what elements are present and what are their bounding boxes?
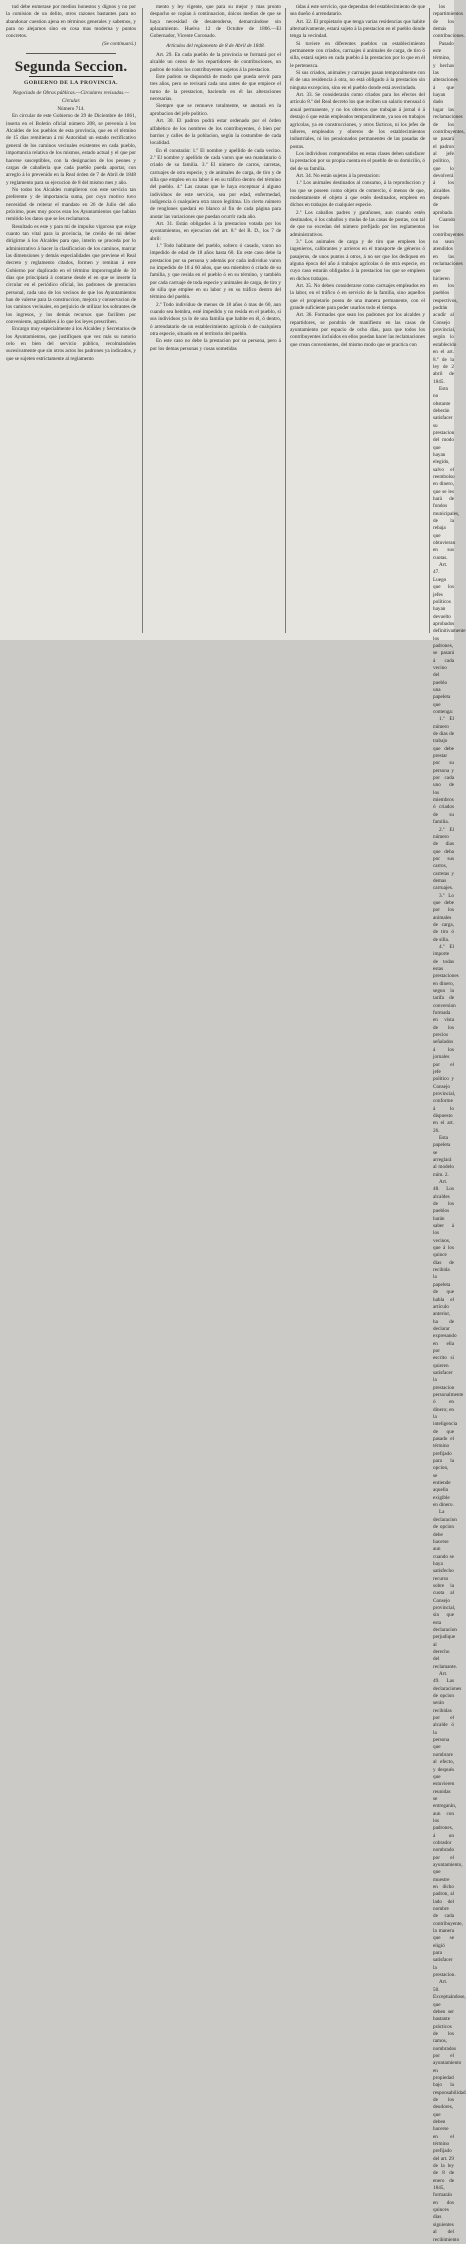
article: los repartimientos de los demás contribuciones. (433, 4, 465, 40)
section-subtitle: GOBIERNO DE LA PROVINCIA. (24, 80, 118, 87)
article: 3.º Los animales de carga y de tiro que empleen los ingenieros, calibrantes y arrieros en el transporte de géneros ó pasajeros, de unos puntos á otros, á no ser que los dediquen en alguna época del año á trabajos agrícolas ó de otra especie, en cuyo caso estarán obligados á la prestacion los que se empleen en dichos trabajos. (290, 239, 425, 282)
article: Art. 50. Exceptuándose, que deben ser bastante prácticos de los ramos, nombrados por el ayuntamiento en propiedad bajo la responsabilidad de los deudores, que deben hacerse en el término prefijado del art. 29 de la ley de 8 de enero de 1845, formarán en dos quinces días siguientes al del recibimiento (433, 1979, 466, 2243)
intro-signature: (Se continuará.) (102, 40, 136, 47)
article: Art. 29. En cada pueblo de la provincia se formará por el alcalde un censo de los repartidores de contribuciones, un padron de todos los contribuyentes sujetos á la prestacion. (150, 52, 281, 73)
regulation-title: Artículos del reglamento de 8 de Abril de 1848. (166, 42, 265, 49)
article: 4.º El importe de todas estas prestaciones en dinero, segun la tarifa de conversion formada en vista de los precios señalados á los jornales por el jefe político y Consejo provincial, conforme á lo dispuesto en el art. 26. (433, 944, 459, 1134)
paragraph: Resultado es este y para mí de impulso vigoroso que exige cuanto tan vital para la provincia, he creído de mi deber dirigirme á los Alcaldes para que, interin se proceda por lo administrativo á hacer la clasificacion de los caminos, marcar las dimensiones y demás especialidades que previene el Real decreto y reglamento citados, formen y remitan á este Gobierno por duplicado en el término improrrogable de 30 dias que principiará á contarse desde el en que se inserte la circular en el periódico oficial, los padrones de prestacion personal, cada uno de los vecinos de que los Ayuntamientos han de valerse para la construccion, mejora y conservacion de los caminos vecinales, en perjuicio de utilizar los sobrantes de los ingresos, y los demás recursos que faciliten por conveniente, agradables á lo que los leyes prescriben. (6, 223, 136, 326)
paragraph: No todos los Alcaldes cumplieron con este servicio tan preferente y de importancia suma, por cuyo motivo tuvo necesidad de reiterar el mandato en 26 de Julio del año próximo, pues muy pocos eran los Ayuntamientos que habian remitido los datos que se les reclamaron. (6, 186, 136, 223)
section-title: Segunda Seccion. (14, 59, 128, 76)
article: 1.º El número de dias de trabajo que debe prestar por su persona y por cada uno de los miembros ó criados de su familia. (433, 716, 454, 826)
article: 2.º El número de dias que deba por sus carros, carretas y demas carruajes. (433, 826, 454, 892)
column-1 (6, 4, 136, 636)
section-note: Negociado de Obras públicas.—Circulares revisadas.—Circular. (12, 90, 130, 104)
article: 2.º Todo individuo de menos de 18 años ó mas de 60, aun cuando sea hembra, esté impedido y no resida en el pueblo, si sus individuos ya lo de una familia que habite en él, ó dentro, ó arrendatario de un establecimiento agrícola ó de cualquiera otra especie, situado en el territorio del pueblo. (150, 301, 281, 338)
article: tidas á este servicio, que dependan del establecimiento de que sea dueño ó arrendatario. (290, 4, 425, 18)
article: 1.º Los animales destinados al consumo, á la reproduccion y los que se poseen como objeto de comercio, ó menos de que, modestamente el objeto á que estén destinados, empleen en dichos en trabajos de cualquier especie. (290, 180, 425, 209)
article: 1.º Todo habitante del pueblo, soltero ó casado, varon no impedido de edad de 18 años hasta 60. En este caso debe la prestacion por su persona y además por cada individuo varon no impedido de 18 á 60 años, que sea miembro ó criado de su familia, y que resida en el pueblo ó en su término, y también por cada carruaje de toda especie y animales de carga, de tiro y de silla que emplee en su labor y en su tráfico dentro del término del pueblo. (150, 243, 281, 301)
paragraph-list (6, 113, 136, 363)
article: Esta papeleta se arreglará al modelo núm. 2. (433, 1134, 454, 1178)
section-divider (26, 53, 116, 54)
article: Art. 47. Luego que los jefes políticos hayan devuelto aprobados definitivamente los padrones, se pasará á cada vecino del pueblo una papeleta que contenga: (433, 562, 466, 715)
article: Art. 34. No están sujetos á la prestacion: (296, 172, 380, 179)
article: Art. 35. No deben considerarse como carruajes empleados en la labor, en el tráfico ó en servicio de la familia, sino aquellos que el propietario posea de una manera permanente, con el grande suficiente para poder usarlos todo el tiempo. (290, 283, 425, 312)
article: Art. 32. El propietario que tenga varias residencias que habite alternativamente, estará sujeto á la prestacion en el pueblo donde tenga la vecindad. (290, 18, 425, 40)
article: La declaracion de opcion debe hacerse aun cuando se haya satisfecho recurso sobre la cuota al Consejo provincial, sin que esta declaracion perjudique al derecho del reclamante. (433, 1509, 458, 1670)
article: Los individuos comprendidos en estas clases deben satisfacer la prestacion por su propia cuenta en el pueblo de su domicilio, ó del de su familia. (290, 150, 425, 172)
paragraph: mento y ley vigente, que para su mejor y mas pronto despacho se copian á continuacion, únicos medios de que se haya necesidad de desatenderse, demarcándose sin aplazamiento. Huelva 12 de Octubre de 1866.—El Gobernador, Vicente Coronado. (150, 4, 281, 40)
article: Art. 30. El padron podrá estar ordenado por el órden alfabético de los nombres de los contribuyentes, ó bien por barrios y calles de la poblacion, según la costumbre de cada localidad. (150, 118, 281, 147)
article: Cuando los contribuyentes no sean atendidos en las reclamaciones que hicieren en los pueblos respectivos, podrán acudir al Consejo provincial, según lo establecido en el art. 8.º de la ley de 2 abril de 1845. (433, 216, 464, 385)
article: Esto no obstante deberán satisfacer su prestacion del modo que hayan elegido, salvo el reembolso en dinero, que se les hará de fondos municipales, de la rebaja que obtuvieran en sus cuotas. (433, 385, 460, 561)
column-2 (150, 4, 281, 636)
column-3 (290, 4, 425, 636)
article: Art. 31. Están obligados á la prestacion votada por los ayuntamientos, en ejecucion del art. 8.º del R. D., los 7 de abril: (150, 220, 281, 242)
column-4 (433, 4, 466, 2243)
article: Art. 36. Formados que sean los padrones por los alcaldes y repartidores, se pondrán de manifiesto en las casas de ayuntamiento por espacio de ocho días, para que todos los contribuyentes incluidos en ellos puedan hacer las reclamaciones que crean convenientes, del mismo modo que se practica con (290, 312, 425, 348)
article: Si sus criados, animales y carruajes pasan temporalmente con él de una residencia á otra, no está obligado á la prestacion sin ninguna excepcion, sino en el pueblo donde está avecindado. (290, 70, 425, 91)
column-rule (429, 8, 430, 633)
article: Este padron se dispondrá de modo que pueda servir para tres años, pero se revisará cada uno antes de que empiece el turno de la prestacion, haciendo en él las alteraciones necesarias. (150, 74, 281, 103)
paragraph: Encargo muy especialmente á los Alcaldes y Secretarios de los Ayuntamientos, que justifiquen que vez más su notorio celo en bien del servicio público, recolmándoles sucesivamente que sin otros actos los padrones ya indicados, y que se sujeten estrictamente al reglamento (6, 326, 136, 362)
article: 3.º Lo que debe por los animales de carga, de tiro ó de silla. (433, 892, 454, 943)
paragraph: En circular de este Gobierno de 29 de Diciembre de 1861, inserta en el Boletin oficial número 208, se prevenía á los Alcaldes de los pueblos de esta provincia, que en el término de 15 dias remitieran á mi Autoridad un estado rectificativo general de los caminos vecinales existentes en cada pueblo, importancia relativa de los mismos, estado actual y el que por hacerse susceptibles, con la designacion de los peones y cargas de caballería que cada pueblo pueda aportar, con arreglo á lo prevenido en la Real órden de 7 de Abril de 1848 y reglamento para su ejecucion de 8 del mismo mes y año. (6, 113, 136, 186)
article: En este caso no debe la prestacion por su persona, pero á por los demas personas y cosas sometidas (150, 338, 281, 352)
article: Si tuviere en diferentes pueblos un establecimiento permanente con criados, carruajes ó animales de carga, de tiro ó silla, estará sujeto en cada pueblo á la prestacion por lo que en él le pertenezca. (290, 40, 425, 69)
article: 2.º Los caballos padres y garañones, aun cuando estén destinados, ó los caballos y mulas de las casas de postas, con tal de que no excedan del número prefijado por los reglamentos administrativos. (290, 209, 425, 238)
article: Art. 48. Los alcaldes de los pueblos harán saber á los vecinos, que á los quince días de recibida la papeleta de que habla el artículo anterior, ha de declarar expresando en ella por escrito si quieren satisfacer la prestacion personalmente ó en dinero; en la inteligencia de que pasado el término prefijado para la opcion, se entiende aquella exigible en dinero. (433, 1179, 464, 1509)
column-rule (142, 8, 143, 633)
intro-paragraph: tud debe esmerase por medios honestos y dignos y no por la comision de un delito, otros razones bastantes para no abandonar cuestion ajena en términos generales y sabemos, y para no alejarnos sino en cosa mas moderna y puntos concretos. (6, 4, 136, 40)
article: Siempre que se remueve totalmente, se anotará en la aprobacion del jefe político. (150, 103, 281, 117)
column-rule (285, 8, 286, 633)
article: Art. 49. Las declaraciones de opcion serán recibidas por el alcalde ó la persona que nombrare al efecto, y después que estuvieren reunidas se entregarán, aun con los padrones, á un cobrador nombrado por el ayuntamiento, que muestre en dicho padron, al lado del nombre de cada contribuyente, la manera que se eligió para satisfacer la prestacion. (433, 1671, 463, 1979)
article: En él constarán: 1.º El nombre y apellido de cada vecino. 2.º El nombre y apellido de cada varon que sea mandatario ó criado de su familia. 3.º El número de carros, carretas, carruajes de otra especie, y de animales de carga, de tiro y de silla que empleo en su labor ó en su tráfico dentro del término del pueblo. 4.º Las causas que le haya exceptuar á alguno individuos de este servicio, sea por edad, enfermedad, indigencia ó cualquiera otra razon legítima. Un cierto número de renglones quedará en blanco al fin de cada página para anotar las variaciones que puedan ocurrir cada año. (150, 147, 281, 220)
article: Art. 33. Se considerarán como criados para los efectos del artículo 8.º del Real decreto los que reciben un salario mensual ó anual permanente, y no los obreros que trabajan á jornal ó á destajo ó que están empleados temporalmente, ya sea en trabajos agrícolas, ya en construcciones, y otros fácticos, ni los jefes de talleres, empleados y obreros de los establecimientos industriales, ni los pensionados permanentes de las pasadas de postas. (290, 92, 425, 150)
section-number: Número 714. (57, 106, 85, 113)
article: Pasado este término, y hechas las alteraciones á que hayan dado lugar las reclamaciones de los contribuyentes, se pasará el padron al jefe político, que lo devolverá á los alcaldes después de aprobado. (433, 40, 465, 216)
